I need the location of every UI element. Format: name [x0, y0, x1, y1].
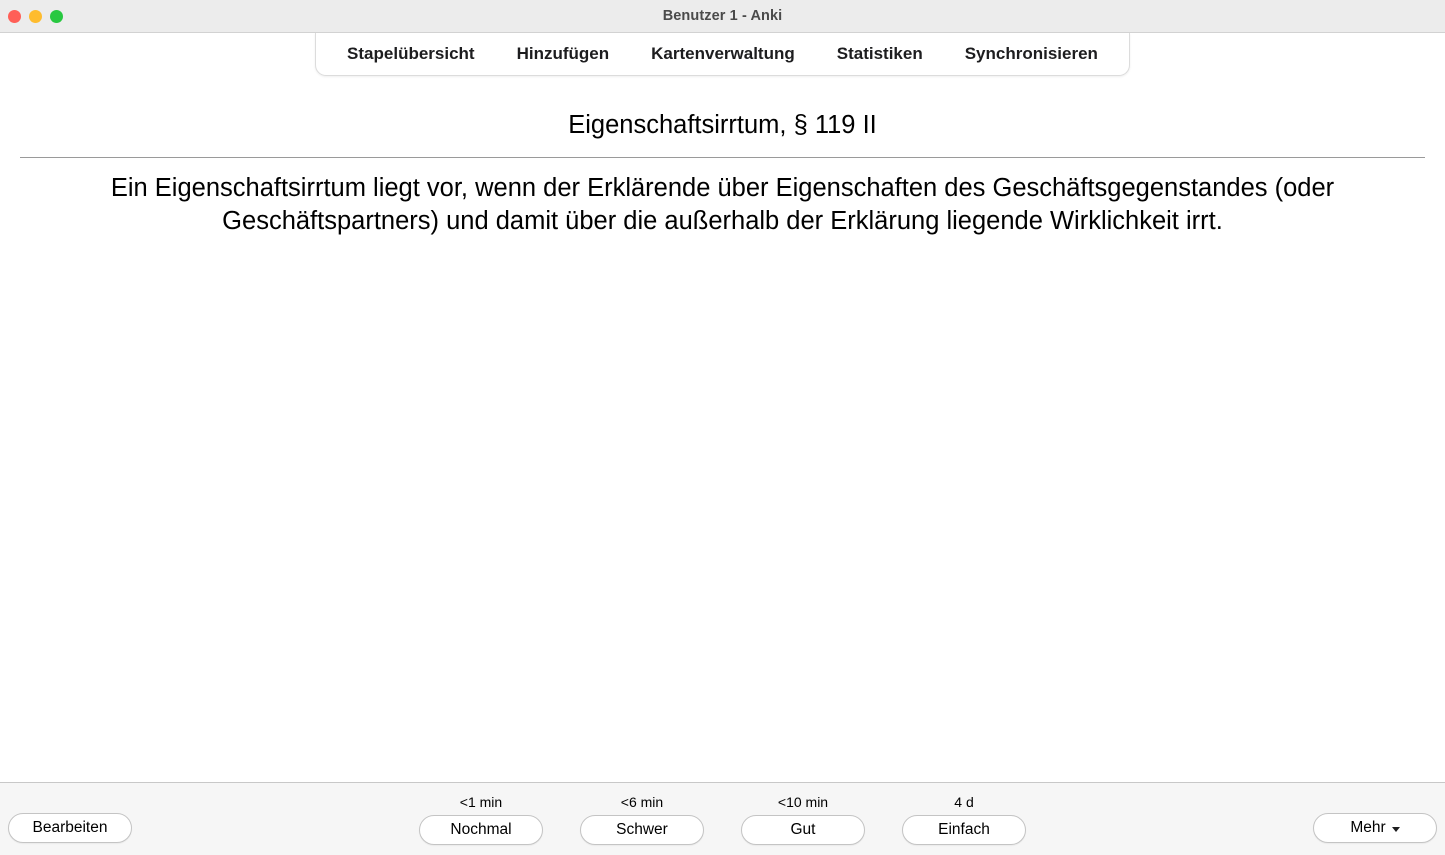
- toolbar-area: [0, 33, 1445, 79]
- card-divider: [20, 157, 1425, 158]
- ease-interval-hard: <6 min: [620, 793, 664, 810]
- more-button-label: Mehr: [1350, 819, 1386, 836]
- title-bar: [0, 0, 1445, 33]
- tab-sync[interactable]: Synchronisieren: [964, 44, 1098, 63]
- minimize-icon[interactable]: [29, 10, 42, 23]
- ease-column-good: [741, 794, 865, 845]
- easy-button[interactable]: Einfach: [902, 815, 1026, 845]
- zoom-icon[interactable]: [50, 10, 63, 23]
- chevron-down-icon: [1392, 827, 1400, 832]
- answer-bar: [0, 782, 1445, 855]
- again-button[interactable]: Nochmal: [419, 815, 543, 845]
- window-controls: [0, 10, 63, 23]
- card-area: [0, 79, 1445, 782]
- card-question: Eigenschaftsirrtum, § 119 II: [568, 111, 877, 139]
- tab-browse[interactable]: Kartenverwaltung: [651, 44, 795, 63]
- ease-interval-again: <1 min: [459, 793, 503, 810]
- good-button[interactable]: Gut: [741, 815, 865, 845]
- main-tabs: [315, 33, 1130, 76]
- edit-button[interactable]: Bearbeiten: [8, 813, 132, 843]
- ease-column-easy: [902, 794, 1026, 845]
- ease-column-hard: [580, 794, 704, 845]
- ease-column-again: [419, 794, 543, 845]
- hard-button[interactable]: Schwer: [580, 815, 704, 845]
- close-icon[interactable]: [8, 10, 21, 23]
- window-title: Benutzer 1 - Anki: [662, 8, 783, 24]
- ease-interval-good: <10 min: [777, 793, 829, 810]
- more-button[interactable]: [1313, 813, 1437, 843]
- tab-deck-overview[interactable]: Stapelübersicht: [347, 44, 475, 63]
- ease-buttons: [0, 794, 1445, 845]
- ease-interval-easy: 4 d: [954, 793, 974, 810]
- card-answer: Ein Eigenschaftsirrtum liegt vor, wenn der Erklärende über Eigenschaften des Geschäftsgegenstandes (oder Geschäftspartners) und damit über die außerhalb der Erklärung liegende Wirklichkeit irrt.: [110, 173, 1335, 235]
- tab-add[interactable]: Hinzufügen: [516, 44, 610, 63]
- tab-stats[interactable]: Statistiken: [836, 44, 923, 63]
